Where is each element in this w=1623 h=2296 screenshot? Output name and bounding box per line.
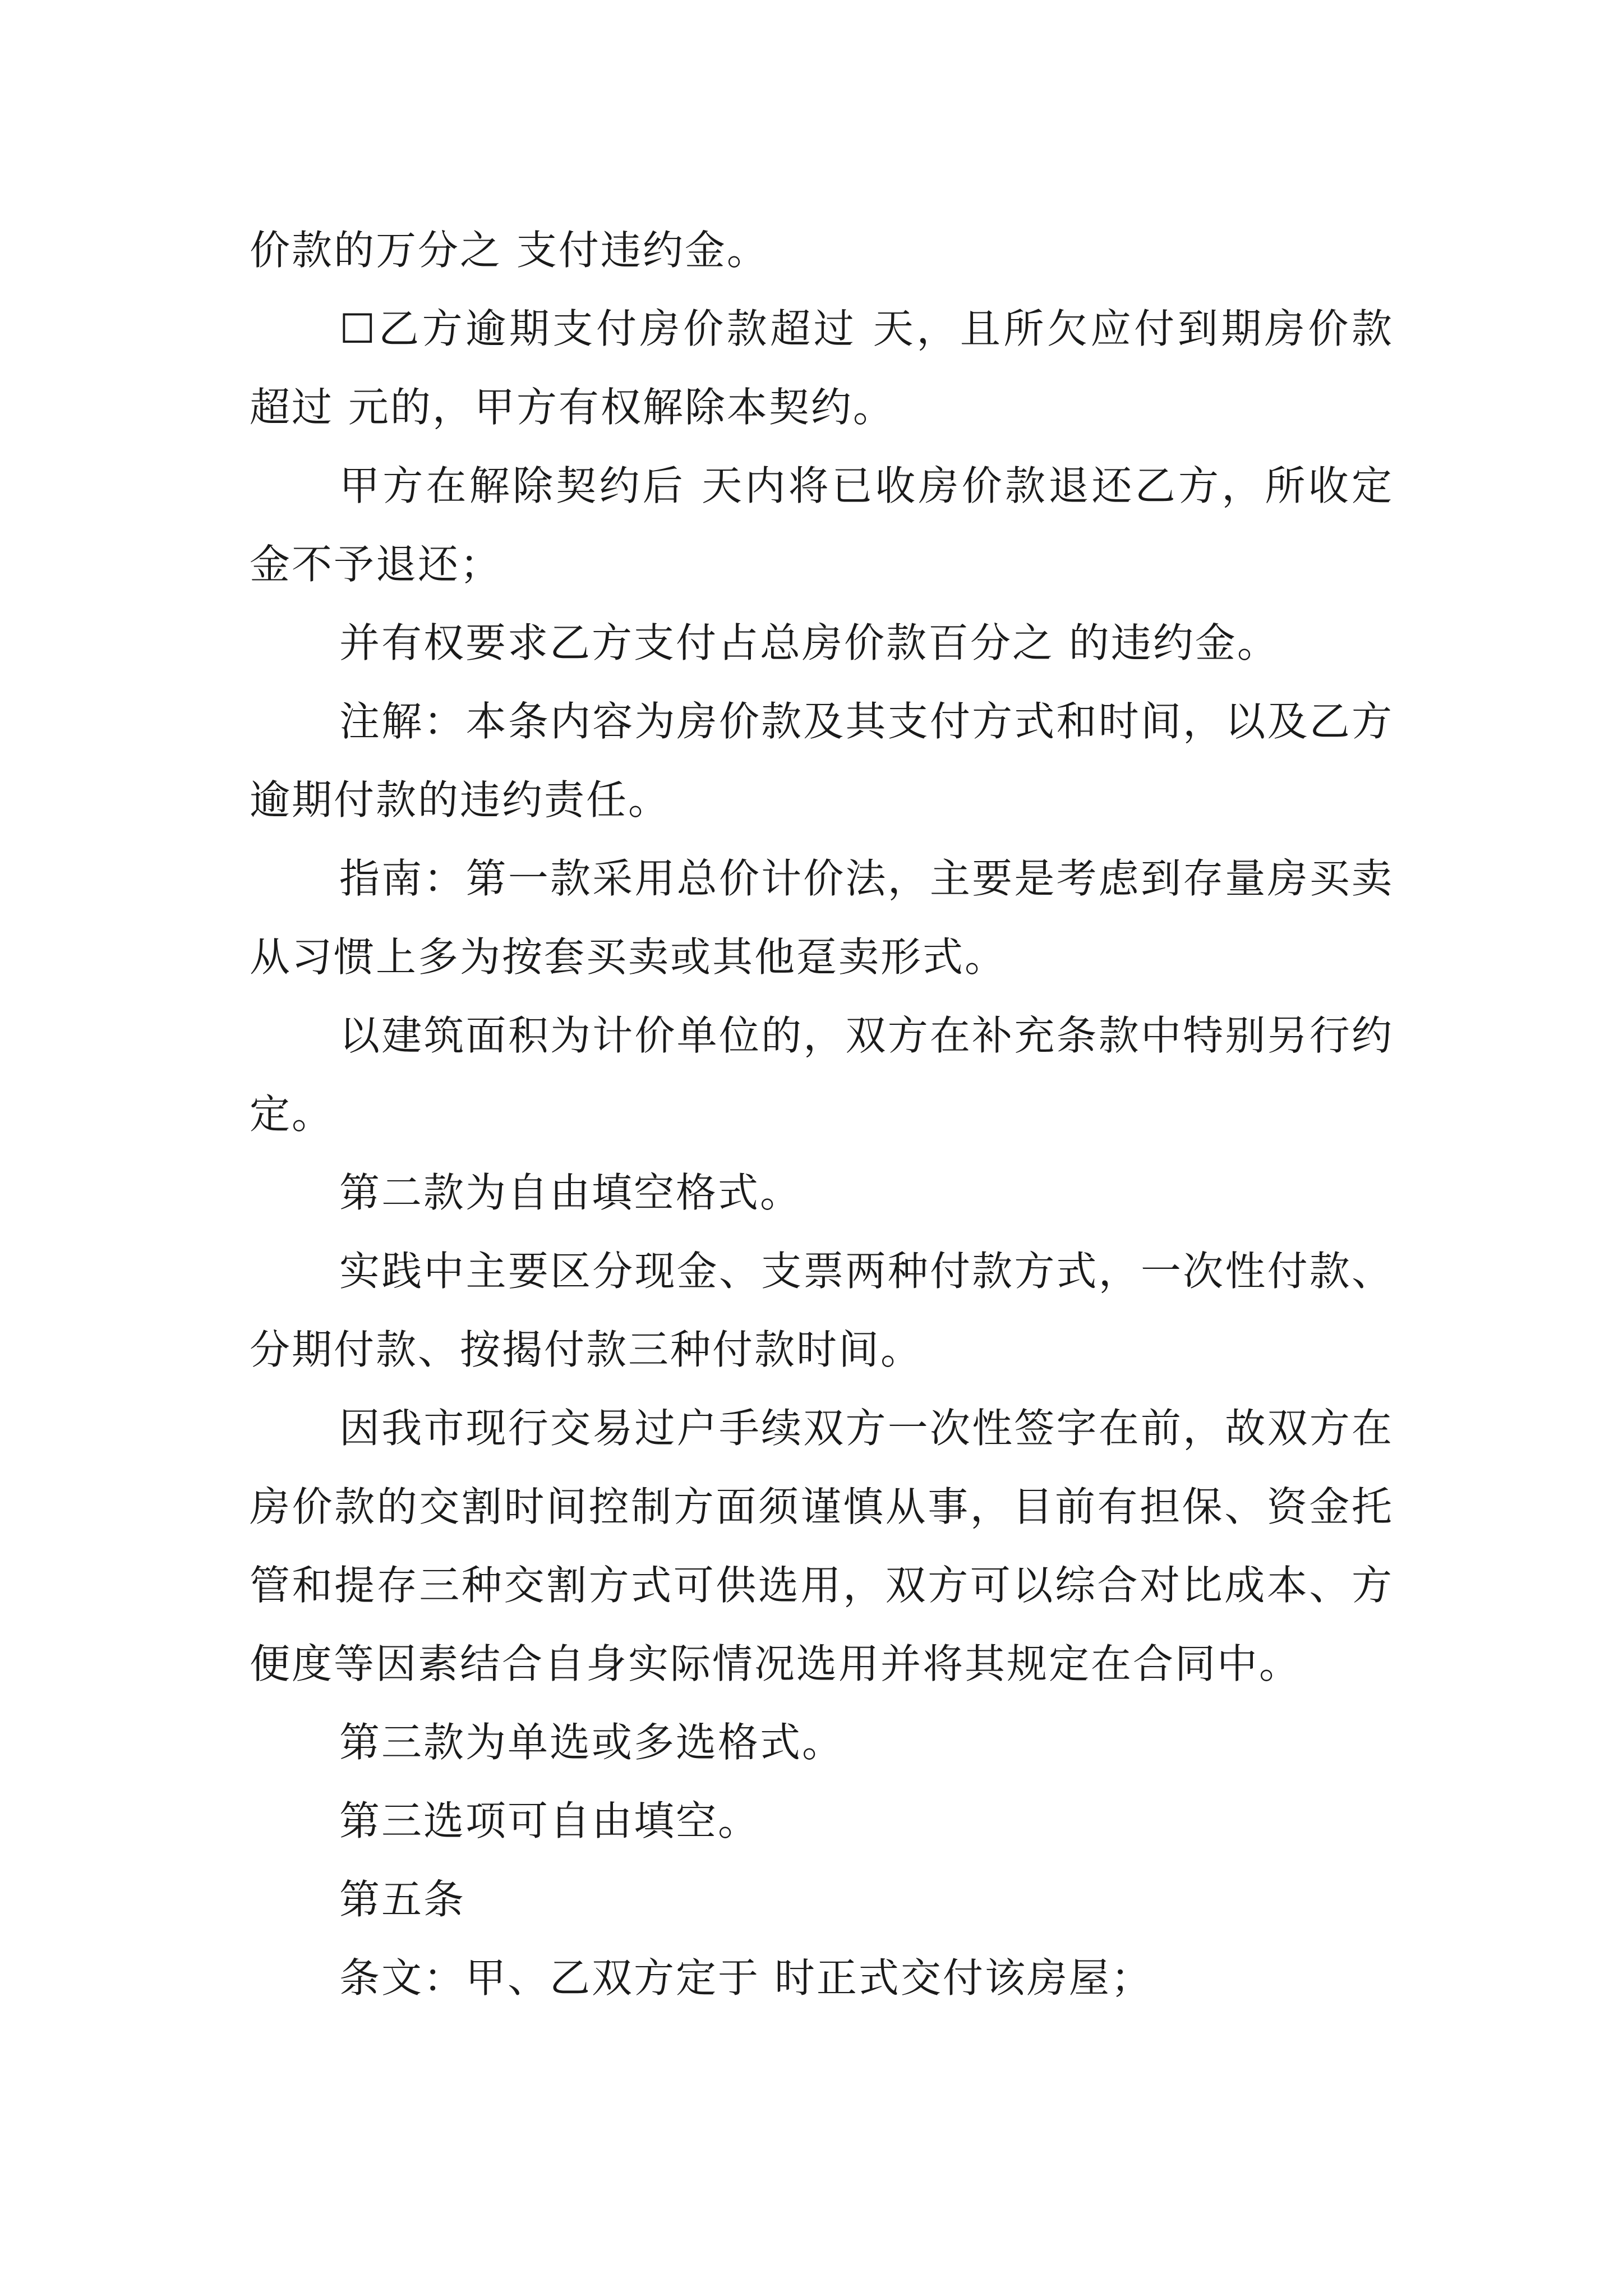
paragraph-continuation: 价款的万分之 支付违约金。 xyxy=(250,227,769,274)
paragraph-area-pricing: 以建筑面积为计价单位的，双方在补充条款中特别另行约定。 xyxy=(250,1012,1394,1138)
paragraph-second-clause: 第二款为自由填空格式。 xyxy=(339,1169,803,1216)
paragraph-third-option: 第三选项可自由填空。 xyxy=(339,1797,760,1844)
paragraph-settlement: 因我市现行交易过户手续双方一次性签字在前，故双方在房价款的交割时间控制方面须谨慎从事，目前有担保、资金托管和提存三种交割方式可供选用，双方可以综合对比成本、方便度等因素结合自身实际情况选用并将其规定在合同中。 xyxy=(250,1405,1394,1687)
document-body xyxy=(250,211,1394,2017)
paragraph-payment-methods: 实践中主要区分现金、支票两种付款方式，一次性付款、分期付款、按揭付款三种付款时间。 xyxy=(250,1248,1394,1373)
paragraph-third-clause: 第三款为单选或多选格式。 xyxy=(339,1719,845,1766)
paragraph-article-text: 条文：甲、乙双方定于 时正式交付该房屋； xyxy=(339,1954,1153,2001)
paragraph-guide: 指南：第一款采用总价计价法，主要是考虑到存量房买卖从习惯上多为按套买卖或其他趸卖形式。 xyxy=(250,855,1394,981)
paragraph-annotation: 注解：本条内容为房价款及其支付方式和时间，以及乙方逾期付款的违约责任。 xyxy=(250,698,1394,823)
article-heading: 第五条 xyxy=(339,1876,466,1923)
paragraph-refund: 甲方在解除契约后 天内将已收房价款退还乙方，所收定金不予退还； xyxy=(250,462,1394,588)
paragraph-overdue-payment: ☐乙方逾期支付房价款超过 天，且所欠应付到期房价款超过 元的，甲方有权解除本契约。 xyxy=(250,305,1394,431)
paragraph-penalty: 并有权要求乙方支付占总房价款百分之 的违约金。 xyxy=(339,619,1279,666)
